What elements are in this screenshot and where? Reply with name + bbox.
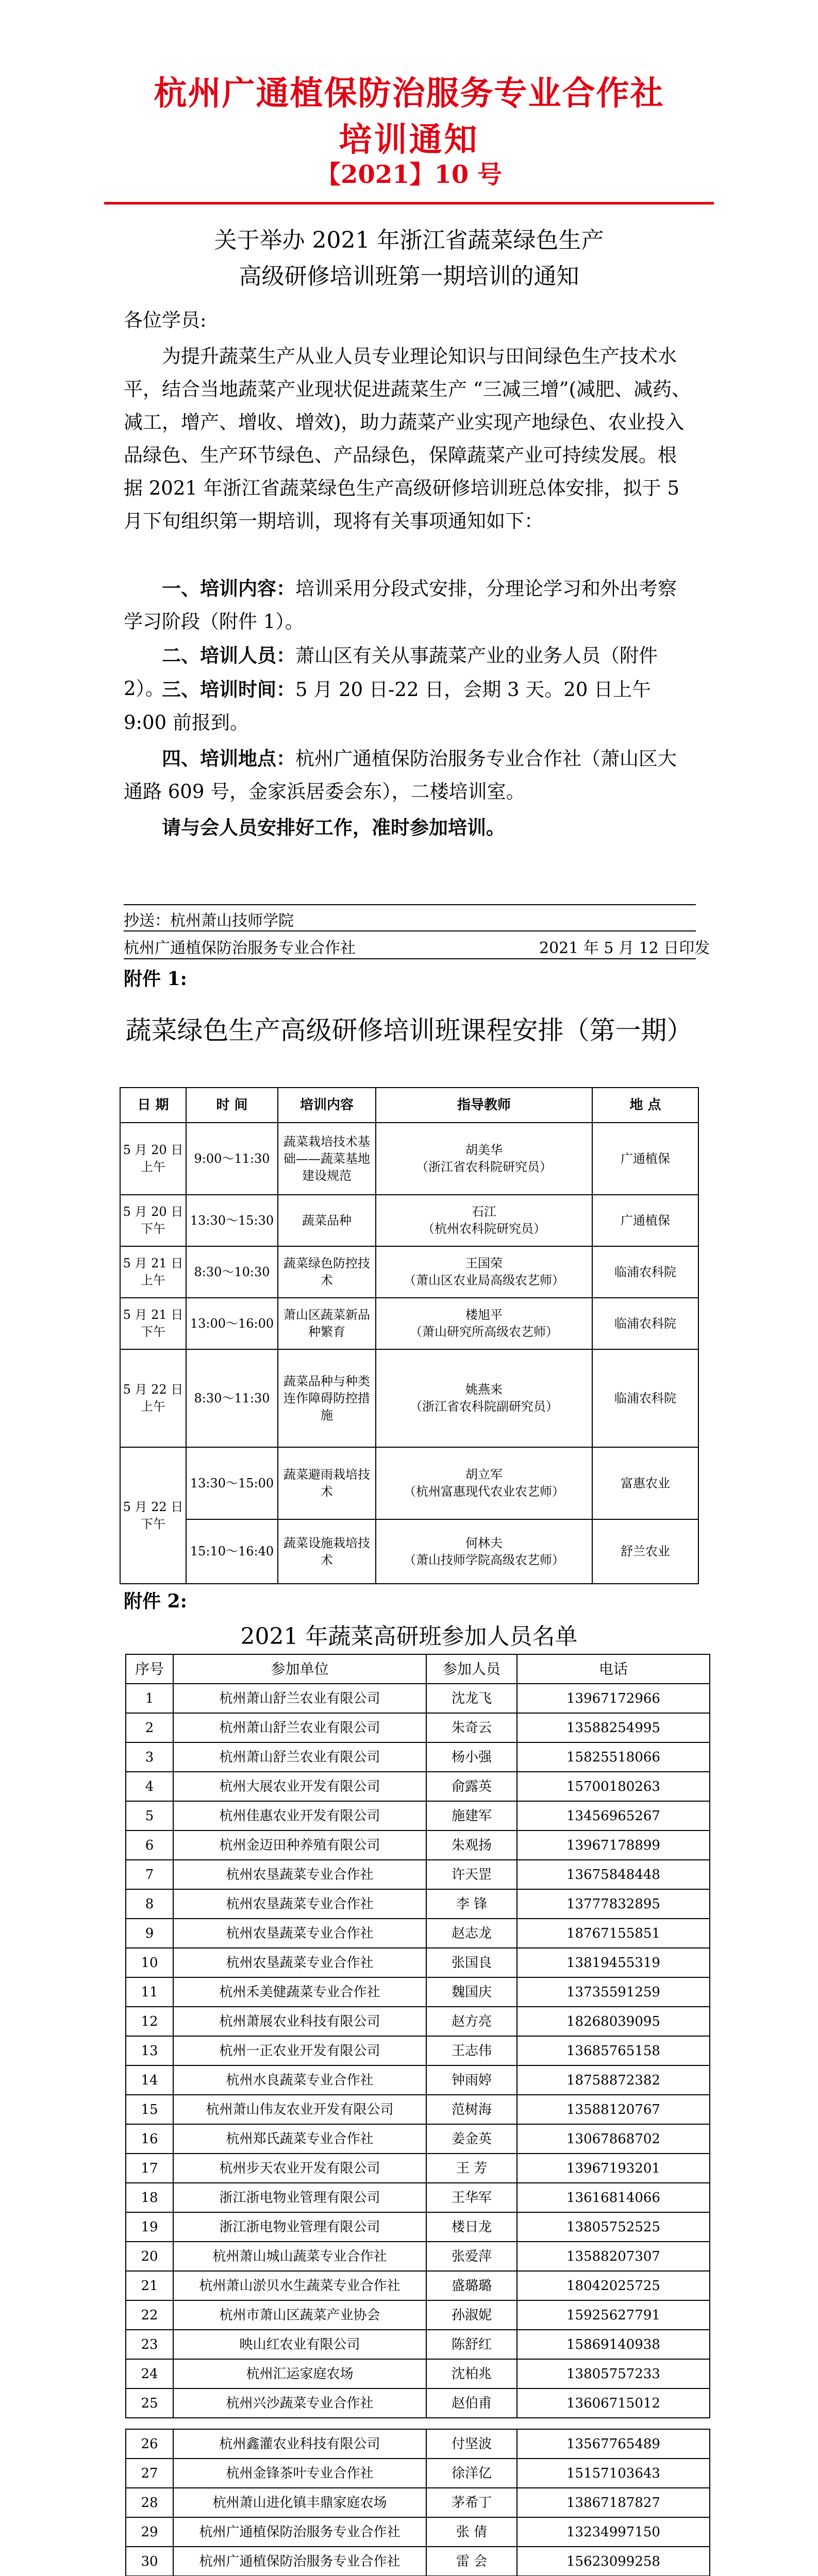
schedule-place: 舒兰农业 [592, 1519, 698, 1584]
schedule-content: 蔬菜品种与种类连作障碍防控措施 [278, 1349, 376, 1447]
roster-index: 29 [126, 2517, 173, 2547]
roster-row [126, 2429, 710, 2459]
teacher-title: （杭州富惠现代农业农艺师） [404, 1484, 564, 1499]
roster-unit: 杭州金锋茶叶专业合作社 [173, 2459, 426, 2488]
roster-index: 26 [126, 2429, 173, 2459]
roster-unit: 杭州金迈田种养殖有限公司 [173, 1831, 426, 1860]
roster-phone: 13588207307 [517, 2242, 710, 2271]
roster-index: 1 [126, 1684, 173, 1713]
roster-unit: 杭州农垦蔬菜专业合作社 [173, 1860, 426, 1889]
roster-person: 钟雨婷 [426, 2065, 517, 2095]
roster-person: 张 倩 [426, 2517, 517, 2547]
roster-index: 5 [126, 1801, 173, 1831]
cc-rule-top [124, 904, 696, 905]
roster-unit: 杭州农垦蔬菜专业合作社 [173, 1889, 426, 1919]
roster-unit: 映山红农业有限公司 [173, 2330, 426, 2359]
roster-person: 魏国庆 [426, 1977, 517, 2007]
roster-page-break [126, 2418, 710, 2429]
roster-row [126, 2154, 710, 2183]
roster-unit: 杭州萧山舒兰农业有限公司 [173, 1684, 426, 1713]
org-title: 杭州广通植保防治服务专业合作社 [154, 75, 664, 113]
teacher-name: 石江 [472, 1205, 496, 1219]
schedule-place: 富惠农业 [592, 1447, 698, 1519]
column-header: 参加单位 [173, 1654, 426, 1684]
item-training-time [124, 673, 695, 739]
roster-row [126, 2388, 710, 2418]
roster-unit: 杭州萧山淤贝水生蔬菜专业合作社 [173, 2271, 426, 2300]
roster-person: 范树海 [426, 2095, 517, 2124]
page-break-cell [126, 2418, 710, 2429]
item-label: 四、培训地点： [162, 747, 295, 770]
roster-title: 2021 年蔬菜高研班参加人员名单 [240, 1623, 578, 1650]
roster-person: 张国良 [426, 1948, 517, 1977]
roster-phone: 13867187827 [517, 2488, 710, 2517]
roster-phone: 13967172966 [517, 1684, 710, 1713]
roster-person: 李 锋 [426, 1889, 517, 1919]
roster-phone: 18758872382 [517, 2065, 710, 2095]
schedule-time: 13:30～15:30 [186, 1195, 278, 1246]
roster-row [126, 1948, 710, 1977]
schedule-content: 蔬菜设施栽培技术 [278, 1519, 376, 1584]
roster-person: 赵方亮 [426, 2007, 517, 2036]
roster-person: 俞露英 [426, 1772, 517, 1801]
roster-phone: 13606715012 [517, 2388, 710, 2418]
roster-unit: 浙江浙电物业管理有限公司 [173, 2212, 426, 2242]
roster-unit: 杭州萧山舒兰农业有限公司 [173, 1713, 426, 1742]
schedule-time: 9:00～11:30 [186, 1123, 278, 1195]
roster-phone: 15925627791 [517, 2300, 710, 2330]
cc-line: 抄送：杭州萧山技师学院 [124, 912, 294, 930]
teacher-name: 姚燕来 [465, 1382, 503, 1397]
roster-row [126, 1831, 710, 1860]
roster-unit: 杭州佳惠农业开发有限公司 [173, 1801, 426, 1831]
roster-phone: 15623099258 [517, 2547, 710, 2576]
annex2-label: 附件 2: [124, 1590, 187, 1612]
schedule-time: 15:10～16:40 [186, 1519, 278, 1584]
teacher-name: 楼旭平 [465, 1308, 503, 1322]
roster-index: 30 [126, 2547, 173, 2576]
roster-index: 12 [126, 2007, 173, 2036]
roster-row [126, 1889, 710, 1919]
roster-unit: 杭州广通植保防治服务专业合作社 [173, 2547, 426, 2576]
roster-person: 王 芳 [426, 2154, 517, 2183]
roster-row [126, 1860, 710, 1889]
cc-rule-middle [124, 930, 696, 931]
roster-unit: 杭州鑫灌农业科技有限公司 [173, 2429, 426, 2459]
schedule-teacher [376, 1447, 592, 1519]
roster-index: 19 [126, 2212, 173, 2242]
column-header: 日 期 [120, 1088, 186, 1123]
roster-phone: 13735591259 [517, 1977, 710, 2007]
roster-phone: 15825518066 [517, 1742, 710, 1772]
schedule-content: 蔬菜绿色防控技术 [278, 1246, 376, 1298]
roster-index: 15 [126, 2095, 173, 2124]
roster-person: 朱奇云 [426, 1713, 517, 1742]
roster-phone: 15869140938 [517, 2330, 710, 2359]
roster-person: 赵伯甫 [426, 2388, 517, 2418]
schedule-place: 临浦农科院 [592, 1298, 698, 1349]
roster-phone: 13456965267 [517, 1801, 710, 1831]
roster-index: 10 [126, 1948, 173, 1977]
roster-index: 18 [126, 2183, 173, 2212]
roster-phone: 13967193201 [517, 2154, 710, 2183]
roster-unit: 杭州萧山进化镇丰鼎家庭农场 [173, 2488, 426, 2517]
roster-phone: 13805752525 [517, 2212, 710, 2242]
roster-unit: 杭州萧展农业科技有限公司 [173, 2007, 426, 2036]
roster-person: 付坚波 [426, 2429, 517, 2459]
teacher-title: （浙江省农科院副研究员） [410, 1399, 558, 1414]
teacher-name: 王国荣 [465, 1256, 503, 1270]
roster-phone: 18767155851 [517, 1919, 710, 1948]
roster-unit: 杭州水良蔬菜专业合作社 [173, 2065, 426, 2095]
schedule-row [120, 1447, 698, 1519]
teacher-name: 何林夫 [465, 1535, 503, 1550]
schedule-time: 8:30～10:30 [186, 1246, 278, 1298]
schedule-row [120, 1349, 698, 1447]
issue-date: 2021 年 5 月 12 日印发 [539, 939, 710, 957]
schedule-teacher [376, 1195, 592, 1246]
schedule-date: 5 月 22 日上午 [120, 1349, 186, 1447]
schedule-date: 5 月 20 日下午 [120, 1195, 186, 1246]
column-header: 时 间 [186, 1088, 278, 1123]
schedule-table [120, 1087, 699, 1584]
roster-index: 22 [126, 2300, 173, 2330]
roster-row [126, 2359, 710, 2388]
roster-index: 24 [126, 2359, 173, 2388]
roster-row [126, 2488, 710, 2517]
schedule-time: 8:30～11:30 [186, 1349, 278, 1447]
roster-phone: 15700180263 [517, 1772, 710, 1801]
roster-index: 21 [126, 2271, 173, 2300]
roster-row [126, 2007, 710, 2036]
roster-row [126, 2183, 710, 2212]
roster-index: 20 [126, 2242, 173, 2271]
roster-phone: 13588120767 [517, 2095, 710, 2124]
item-training-location [124, 742, 695, 808]
roster-row [126, 2517, 710, 2547]
teacher-name: 胡美华 [465, 1143, 503, 1157]
roster-phone: 13685765158 [517, 2036, 710, 2065]
roster-person: 沈龙飞 [426, 1684, 517, 1713]
schedule-teacher [376, 1123, 592, 1195]
roster-header-row [126, 1654, 710, 1684]
roster-index: 16 [126, 2124, 173, 2154]
notice-title-line1: 关于举办 2021 年浙江省蔬菜绿色生产 [214, 227, 604, 253]
schedule-place: 广通植保 [592, 1195, 698, 1246]
schedule-row [120, 1123, 698, 1195]
roster-row [126, 1713, 710, 1742]
roster-unit: 杭州步天农业开发有限公司 [173, 2154, 426, 2183]
roster-row [126, 2242, 710, 2271]
schedule-content: 蔬菜栽培技术基础——蔬菜基地建设规范 [278, 1123, 376, 1195]
intro-paragraph: 为提升蔬菜生产从业人员专业理论知识与田间绿色生产技术水平，结合当地蔬菜产业现状促进蔬菜生产 “三减三增”(减肥、减药、减工，增产、增收、增效)，助力蔬菜产业实现产地绿色、农业投入品绿色、生产环节绿色、产品绿色，保障蔬菜产业可持续发展。根据 2021 年浙江省蔬菜绿色生产高级研修培训班总体安排，拟于 5 月下旬组织第一期培训，现将有关事项通知如下： [124, 345, 691, 532]
roster-index: 6 [126, 1831, 173, 1860]
schedule-row [120, 1195, 698, 1246]
column-header: 电话 [517, 1654, 710, 1684]
roster-index: 3 [126, 1742, 173, 1772]
roster-index: 13 [126, 2036, 173, 2065]
roster-index: 4 [126, 1772, 173, 1801]
doc-number: 【2021】10 号 [315, 160, 503, 189]
roster-phone: 13234997150 [517, 2517, 710, 2547]
roster-index: 11 [126, 1977, 173, 2007]
roster-row [126, 2065, 710, 2095]
annex1-label: 附件 1: [124, 968, 187, 990]
roster-unit: 杭州汇运家庭农场 [173, 2359, 426, 2388]
roster-person: 徐洋亿 [426, 2459, 517, 2488]
roster-person: 楼日龙 [426, 2212, 517, 2242]
roster-unit: 杭州萧山伟友农业开发有限公司 [173, 2095, 426, 2124]
roster-person: 茅希丁 [426, 2488, 517, 2517]
roster-index: 2 [126, 1713, 173, 1742]
teacher-title: （萧山区农业局高级农艺师） [404, 1273, 564, 1287]
schedule-time: 13:30～15:00 [186, 1447, 278, 1519]
schedule-row [120, 1519, 698, 1584]
roster-person: 朱观扬 [426, 1831, 517, 1860]
roster-row [126, 2095, 710, 2124]
schedule-teacher [376, 1246, 592, 1298]
item-label: 三、培训时间： [162, 678, 295, 701]
roster-index: 17 [126, 2154, 173, 2183]
roster-person: 王华军 [426, 2183, 517, 2212]
roster-phone: 13588254995 [517, 1713, 710, 1742]
schedule-title: 蔬菜绿色生产高级研修培训班课程安排（第一期） [125, 1015, 693, 1045]
roster-unit: 杭州农垦蔬菜专业合作社 [173, 1948, 426, 1977]
schedule-place: 临浦农科院 [592, 1349, 698, 1447]
column-header: 地 点 [592, 1088, 698, 1123]
schedule-teacher [376, 1349, 592, 1447]
roster-phone: 13805757233 [517, 2359, 710, 2388]
roster-phone: 15157103643 [517, 2459, 710, 2488]
roster-row [126, 2300, 710, 2330]
schedule-date: 5 月 21 日下午 [120, 1298, 186, 1349]
roster-body [126, 1684, 710, 2576]
schedule-place: 广通植保 [592, 1123, 698, 1195]
roster-unit: 杭州广通植保防治服务专业合作社 [173, 2517, 426, 2547]
roster-person: 赵志龙 [426, 1919, 517, 1948]
schedule-teacher [376, 1298, 592, 1349]
closing-line: 请与会人员安排好工作，准时参加培训。 [162, 816, 505, 839]
roster-row [126, 2124, 710, 2154]
roster-person: 盛璐璐 [426, 2271, 517, 2300]
column-header: 培训内容 [278, 1088, 376, 1123]
roster-index: 28 [126, 2488, 173, 2517]
roster-phone: 13675848448 [517, 1860, 710, 1889]
roster-table [125, 1654, 710, 2576]
column-header: 参加人员 [426, 1654, 517, 1684]
roster-row [126, 1919, 710, 1948]
roster-person: 沈柏兆 [426, 2359, 517, 2388]
roster-row [126, 1742, 710, 1772]
roster-unit: 杭州大展农业开发有限公司 [173, 1772, 426, 1801]
roster-row [126, 2212, 710, 2242]
roster-unit: 杭州市萧山区蔬菜产业协会 [173, 2300, 426, 2330]
cc-rule-bottom [124, 958, 696, 959]
roster-person: 张爱萍 [426, 2242, 517, 2271]
item-text: 培训采用分段式安排，分理论学习和外出考察学习阶段（附件 1）。 [124, 578, 677, 633]
schedule-date: 5 月 20 日上午 [120, 1123, 186, 1195]
schedule-time: 13:00～16:00 [186, 1298, 278, 1349]
item-training-content [124, 572, 695, 638]
roster-unit: 杭州兴沙蔬菜专业合作社 [173, 2388, 426, 2418]
schedule-header-row [120, 1088, 698, 1123]
roster-person: 杨小强 [426, 1742, 517, 1772]
roster-phone: 13967178899 [517, 1831, 710, 1860]
roster-phone: 18042025725 [517, 2271, 710, 2300]
roster-row [126, 2459, 710, 2488]
roster-person: 雷 会 [426, 2547, 517, 2576]
notice-title-line2: 高级研修培训班第一期培训的通知 [239, 263, 579, 290]
item-text: 杭州广通植保防治服务专业合作社（萧山区大通路 609 号，金家浜居委会东），二楼培训室。 [124, 748, 677, 803]
teacher-title: （杭州农科院研究员） [422, 1222, 546, 1236]
schedule-content: 萧山区蔬菜新品种繁育 [278, 1298, 376, 1349]
roster-phone: 13567765489 [517, 2429, 710, 2459]
roster-row [126, 1684, 710, 1713]
roster-phone: 13819455319 [517, 1948, 710, 1977]
roster-phone: 18268039095 [517, 2007, 710, 2036]
red-divider [104, 202, 714, 205]
schedule-content: 蔬菜避雨栽培技术 [278, 1447, 376, 1519]
teacher-title: （萧山技师学院高级农艺师） [404, 1552, 564, 1567]
schedule-row [120, 1246, 698, 1298]
greeting: 各位学员: [124, 309, 207, 331]
item-label: 一、培训内容： [162, 577, 295, 600]
roster-person: 姜金英 [426, 2124, 517, 2154]
roster-person: 施建军 [426, 1801, 517, 1831]
schedule-place: 临浦农科院 [592, 1246, 698, 1298]
column-header: 序号 [126, 1654, 173, 1684]
item-text: 萧山区有关从事蔬菜产业的业务人员（附件 2）。 [124, 645, 658, 700]
roster-unit: 杭州郑氏蔬菜专业合作社 [173, 2124, 426, 2154]
column-header: 指导教师 [376, 1088, 592, 1123]
schedule-teacher [376, 1519, 592, 1584]
teacher-name: 胡立军 [465, 1467, 503, 1482]
item-text: 5 月 20 日-22 日，会期 3 天。20 日上午 9:00 前报到。 [124, 679, 652, 734]
roster-row [126, 2547, 710, 2576]
roster-row [126, 1801, 710, 1831]
teacher-title: （浙江省农科院研究员） [416, 1160, 552, 1174]
roster-phone: 13777832895 [517, 1889, 710, 1919]
roster-person: 王志伟 [426, 2036, 517, 2065]
roster-person: 孙淑妮 [426, 2300, 517, 2330]
roster-unit: 杭州萧山舒兰农业有限公司 [173, 1742, 426, 1772]
roster-unit: 杭州农垦蔬菜专业合作社 [173, 1919, 426, 1948]
roster-index: 25 [126, 2388, 173, 2418]
item-label: 二、培训人员： [162, 644, 295, 667]
roster-person: 陈舒红 [426, 2330, 517, 2359]
schedule-content: 蔬菜品种 [278, 1195, 376, 1246]
roster-index: 9 [126, 1919, 173, 1948]
roster-person: 许天罡 [426, 1860, 517, 1889]
roster-unit: 浙江浙电物业管理有限公司 [173, 2183, 426, 2212]
roster-row [126, 2330, 710, 2359]
roster-unit: 杭州禾美健蔬菜专业合作社 [173, 1977, 426, 2007]
roster-index: 8 [126, 1889, 173, 1919]
roster-index: 7 [126, 1860, 173, 1889]
roster-unit: 杭州萧山城山蔬菜专业合作社 [173, 2242, 426, 2271]
schedule-date: 5 月 21 日上午 [120, 1246, 186, 1298]
roster-phone: 13067868702 [517, 2124, 710, 2154]
roster-index: 14 [126, 2065, 173, 2095]
roster-index: 23 [126, 2330, 173, 2359]
schedule-date: 5 月 22 日下午 [120, 1447, 186, 1584]
roster-index: 27 [126, 2459, 173, 2488]
roster-row [126, 1772, 710, 1801]
schedule-row [120, 1298, 698, 1349]
roster-row [126, 2271, 710, 2300]
roster-unit: 杭州一正农业开发有限公司 [173, 2036, 426, 2065]
doc-type: 培训通知 [339, 121, 479, 159]
roster-phone: 13616814066 [517, 2183, 710, 2212]
issuer: 杭州广通植保防治服务专业合作社 [124, 939, 356, 957]
teacher-title: （萧山研究所高级农艺师） [410, 1325, 558, 1339]
roster-row [126, 2036, 710, 2065]
roster-row [126, 1977, 710, 2007]
